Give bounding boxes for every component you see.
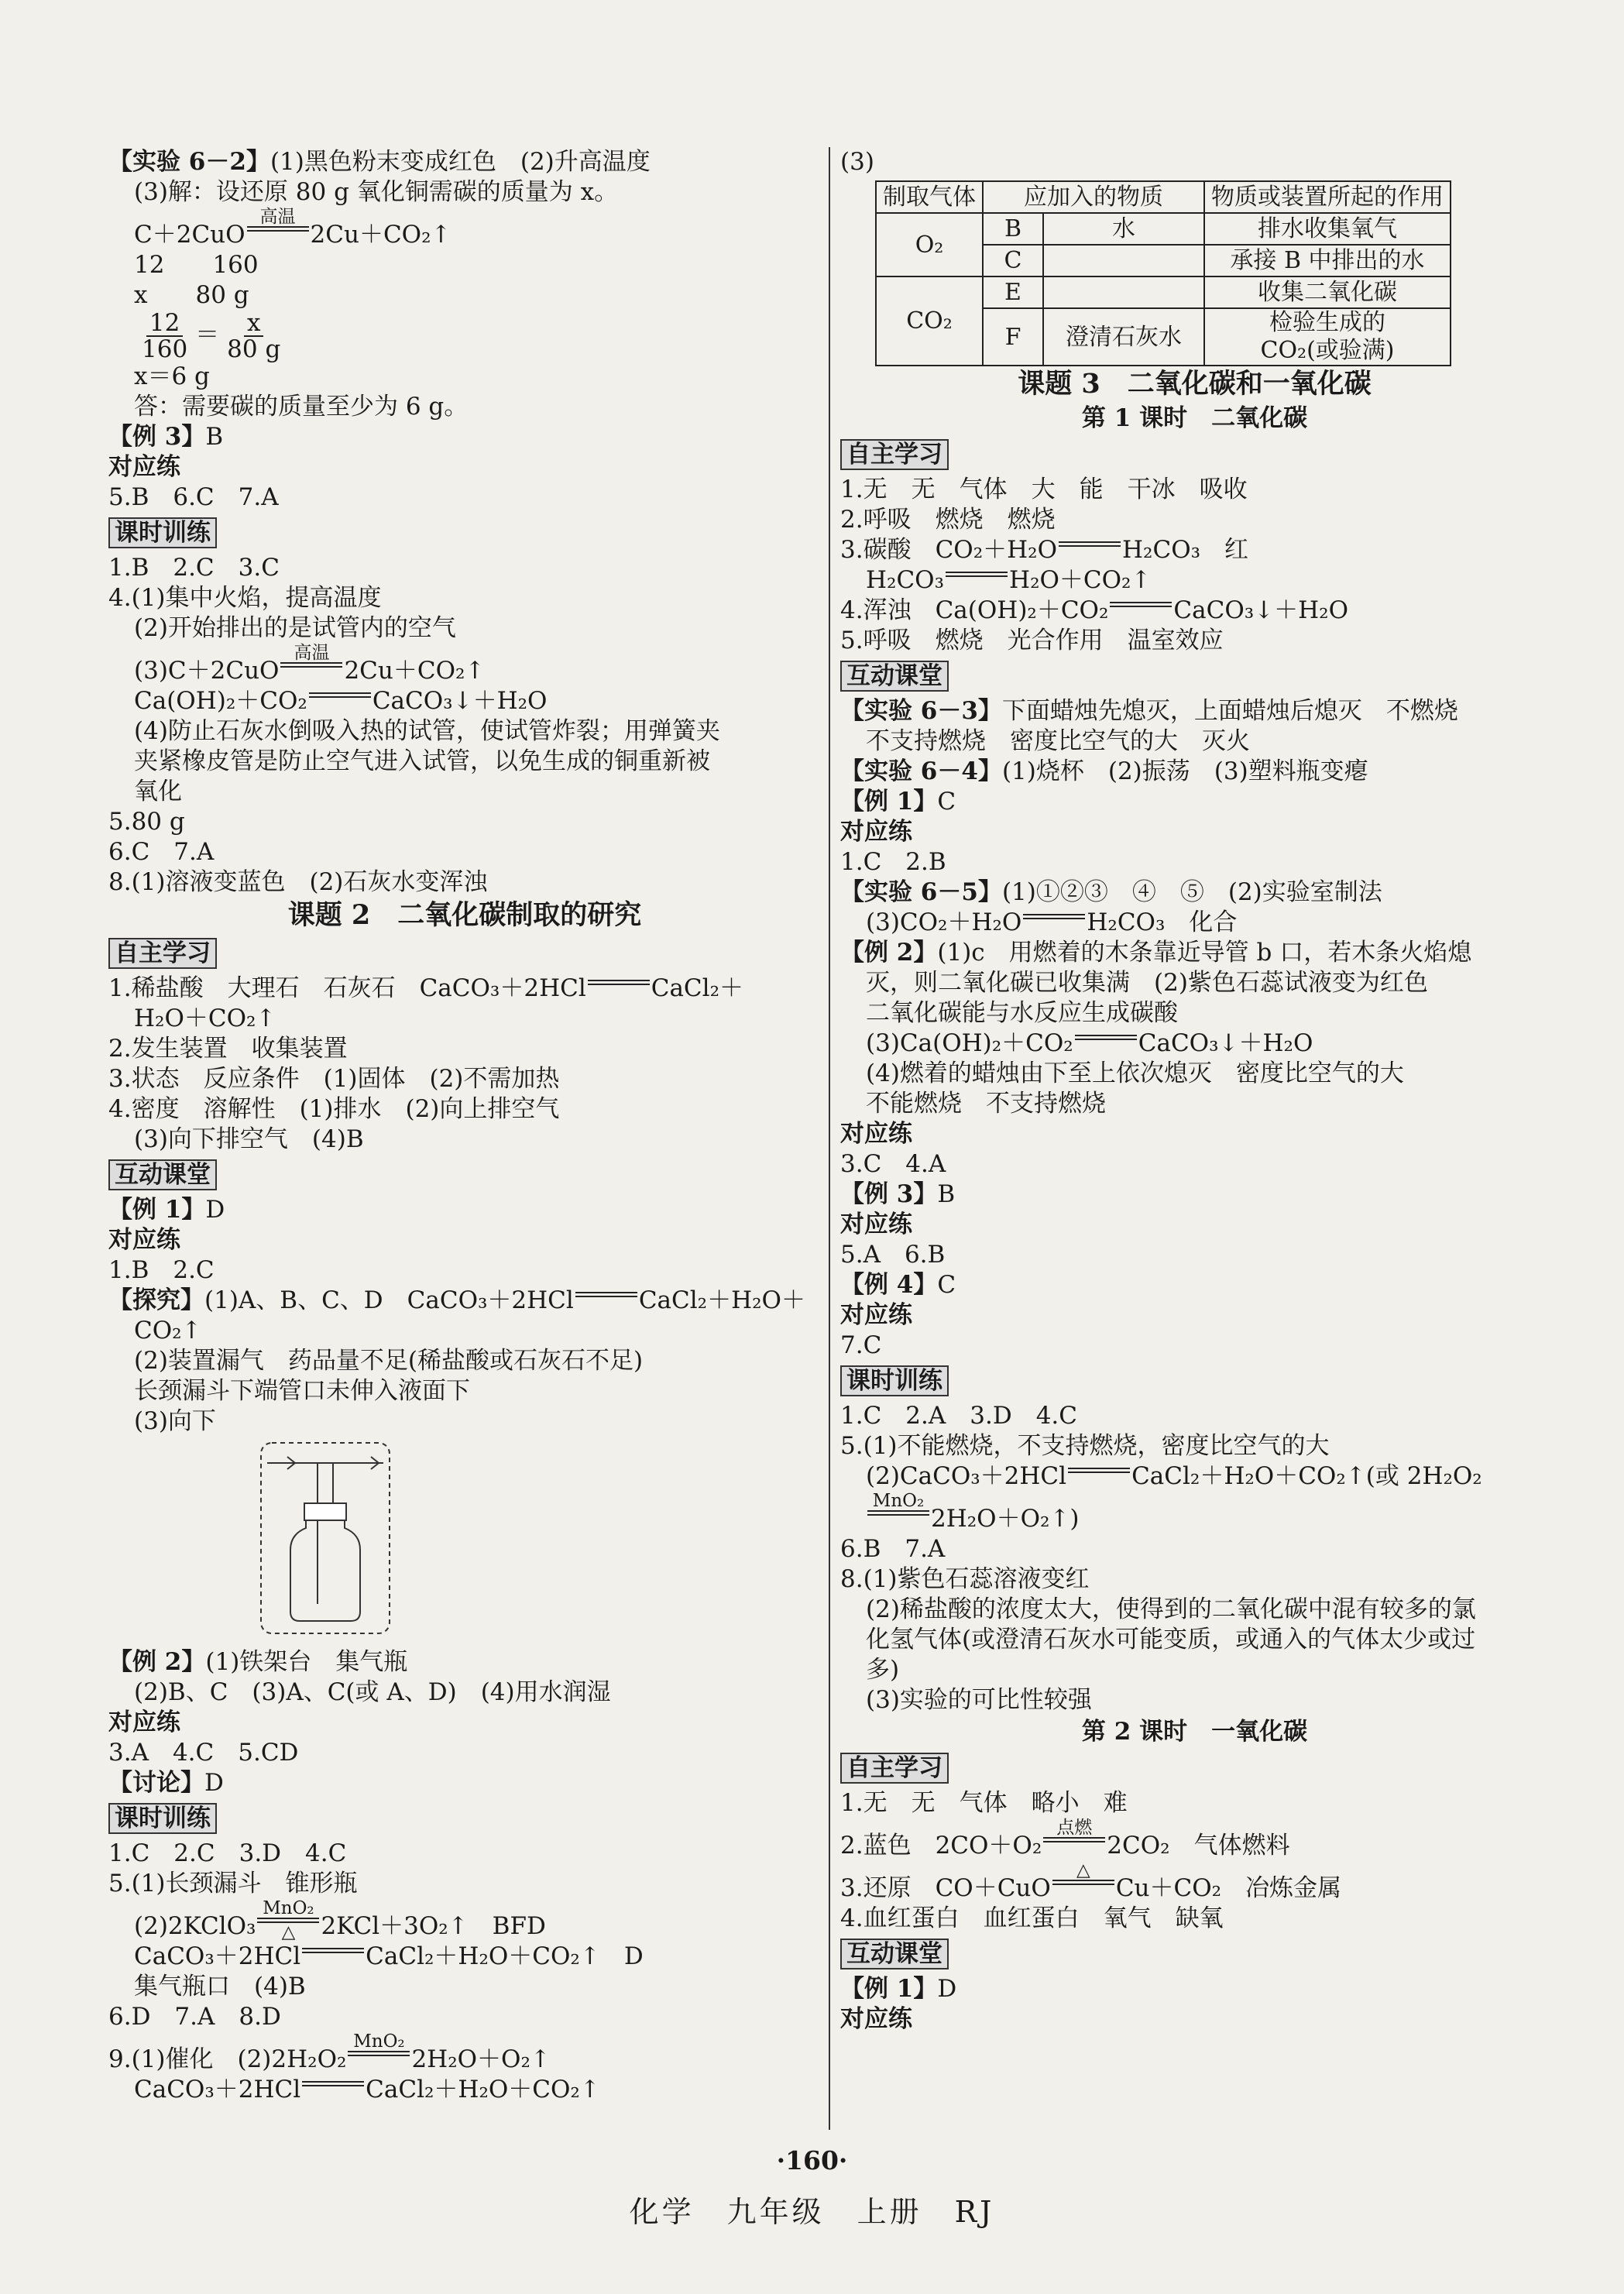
self-study-1b: H₂O＋CO₂↑ [134, 1004, 276, 1032]
example-3: 【例 3】B [108, 423, 224, 451]
equation-6: 9.(1)催化 (2)2H₂O₂ MnO₂ 2H₂O＋O₂↑ [108, 2031, 551, 2073]
r-training-8e: (3)实验的可比性较强 [866, 1686, 1092, 1714]
training2-6: 6.D 7.A 8.D [108, 2003, 281, 2031]
training-4b: (2)开始排出的是试管内的空气 [134, 614, 456, 642]
self-study-4: 4.密度 溶解性 (1)排水 (2)向上排空气 [108, 1095, 560, 1123]
r-example-2: 【例 2】(1)c 用燃着的木条靠近导管 b 口，若木条火焰熄 [840, 939, 1472, 967]
table-cell: 澄清石灰水 [1043, 308, 1204, 366]
r-example-1: 【例 1】C [840, 788, 956, 816]
training-8: 8.(1)溶液变蓝色 (2)石灰水变浑浊 [108, 868, 488, 896]
practice-answers-2: 1.B 2.C [108, 1256, 215, 1284]
section-tag-training-2: 课时训练 [108, 1803, 217, 1834]
answer-line: 答：需要碳的质量至少为 6 g。 [134, 393, 469, 421]
page-footer [0, 2145, 1624, 2230]
r2-self-3: 3.还原 CO＋CuO △ Cu＋CO₂ 冶炼金属 [840, 1860, 1342, 1902]
table-cell: 收集二氧化碳 [1204, 276, 1451, 308]
exp-6-5: 【实验 6－5】(1)①②③ ④ ⑤ (2)实验室制法 [840, 878, 1382, 906]
self-study-2: 2.发生装置 收集装置 [108, 1035, 348, 1063]
r-example-2d: (4)燃着的蜡烛由下至上依次熄灭 密度比空气的大 [866, 1059, 1404, 1087]
x-value: x＝6 g [134, 362, 210, 390]
r-self-4: 4.浑浊 Ca(OH)₂＋CO₂ CaCO₃↓＋H₂O [840, 596, 1349, 624]
r-example-3: 【例 3】B [840, 1180, 956, 1208]
practice-heading-3: 对应练 [108, 1708, 180, 1736]
r-example-2-eq: (3)Ca(OH)₂＋CO₂ CaCO₃↓＋H₂O [866, 1029, 1313, 1057]
r-training-5-eq2: MnO₂ 2H₂O＋O₂↑) [840, 1492, 1549, 1534]
equation-1: C＋2CuO 高温 2Cu＋CO₂↑ [134, 207, 451, 249]
r-training-1: 1.C 2.A 3.D 4.C [840, 1402, 1077, 1430]
r-example-4: 【例 4】C [840, 1271, 956, 1299]
fraction-b: $\frac{x}{80 g}$ [227, 309, 281, 363]
section-tag-interactive-r2: 互动课堂 [840, 1939, 949, 1969]
section-tag-training-r: 课时训练 [840, 1365, 949, 1396]
r-self-2: 2.呼吸 燃烧 燃烧 [840, 506, 1056, 534]
r-practice-heading-2: 对应练 [840, 1120, 912, 1148]
example-1: 【例 1】D [108, 1196, 225, 1224]
practice-answers-3: 3.A 4.C 5.CD [108, 1739, 299, 1767]
r-practice-heading-4: 对应练 [840, 1301, 912, 1329]
r-example-2e: 不能燃烧 不支持燃烧 [866, 1090, 1106, 1118]
r-training-5: 5.(1)不能燃烧，不支持燃烧，密度比空气的大 [840, 1432, 1330, 1460]
table-cell: F [983, 308, 1043, 366]
self-study-4b: (3)向下排空气 (4)B [134, 1125, 364, 1153]
r-example-2b: 灭，则二氧化碳已收集满 (2)紫色石蕊试液变为红色 [866, 969, 1428, 997]
gas-table [875, 180, 1451, 366]
r2-practice-heading: 对应练 [840, 2005, 912, 2033]
r-training-8: 8.(1)紫色石蕊溶液变红 [840, 1565, 1090, 1593]
ratio-line-2: x 80 g [134, 281, 249, 309]
r-practice-1: 1.C 2.B [840, 848, 946, 876]
gas-bottle-diagram [259, 1441, 391, 1635]
r2-example-1: 【例 1】D [840, 1975, 957, 2003]
r-example-2c: 二氧化碳能与水反应生成碳酸 [866, 999, 1178, 1027]
r-self-3b: H₂CO₃ H₂O＋CO₂↑ [866, 566, 1152, 594]
section-tag-interactive-r: 互动课堂 [840, 661, 949, 692]
training-4d-1: (4)防止石灰水倒吸入热的试管，使试管炸裂；用弹簧夹 [134, 717, 720, 745]
explore-2: CO₂↑ [134, 1317, 202, 1344]
exp-6-5-eq: (3)CO₂＋H₂O H₂CO₃ 化合 [866, 908, 1238, 936]
fraction-a: $\frac{12}{160}$ [142, 309, 188, 363]
r-training-8c: 化氢气体(或澄清石灰水可能变质，或通入的气体太少或过 [866, 1626, 1476, 1654]
table-cell [1043, 276, 1204, 308]
section-tag-training: 课时训练 [108, 517, 217, 548]
equation-5: CaCO₃＋2HCl CaCl₂＋H₂O＋CO₂↑ D [134, 1942, 644, 1970]
explore: 【探究】 (1)A、B、C、D CaCO₃＋2HCl CaCl₂＋H₂O＋ [108, 1286, 805, 1314]
book-subtitle: 化学 九年级 上册 RJ [629, 2195, 995, 2229]
training-1: 1.B 2.C 3.C [108, 554, 280, 582]
example-2b: (2)B、C (3)A、C(或 A、D) (4)用水润湿 [134, 1678, 611, 1706]
table-header: 制取气体 [876, 181, 983, 213]
period-1-title: 第 1 课时 二氧化碳 [1081, 404, 1308, 432]
ratio-line-1: 12 160 [134, 251, 259, 279]
r-training-8d: 多) [866, 1656, 900, 1684]
r-practice-3: 5.A 6.B [840, 1241, 946, 1269]
table-cell: 检验生成的 CO₂(或验满) [1204, 308, 1451, 366]
practice-heading-2: 对应练 [108, 1226, 180, 1254]
practice-answers: 5.B 6.C 7.A [108, 483, 279, 511]
r-practice-2: 3.C 4.A [840, 1150, 946, 1178]
training2-1: 1.C 2.C 3.D 4.C [108, 1839, 347, 1867]
r2-self-4: 4.血红蛋白 血红蛋白 氧气 缺氧 [840, 1904, 1224, 1932]
explore-4: 长颈漏斗下端管口未伸入液面下 [134, 1377, 470, 1405]
r-training-6: 6.B 7.A [840, 1535, 946, 1563]
exp-6-4: 【实验 6－4】(1)烧杯 (2)振荡 (3)塑料瓶变瘪 [840, 757, 1368, 785]
table-cell: B [983, 213, 1043, 245]
table-cell: CO₂ [876, 276, 983, 366]
training2-5: 5.(1)长颈漏斗 锥形瓶 [108, 1870, 358, 1897]
explore-3: (2)装置漏气 药品量不足(稀盐酸或石灰石不足) [134, 1347, 644, 1375]
table-header: 应加入的物质 [983, 181, 1204, 213]
reaction-condition: 高温 [247, 208, 309, 250]
exp-6-2: 【实验 6－2】(1)黑色粉末变成红色 (2)升高温度 [108, 148, 651, 176]
table-cell: 排水收集氧气 [1204, 213, 1451, 245]
table-cell [1043, 245, 1204, 276]
page-number: ·160· [776, 2145, 848, 2176]
training-4a: 4.(1)集中火焰，提高温度 [108, 584, 382, 612]
section-tag-interactive: 互动课堂 [108, 1159, 217, 1190]
training-6: 6.C 7.A [108, 838, 215, 866]
self-study-3: 3.状态 反应条件 (1)固体 (2)不需加热 [108, 1065, 560, 1093]
training-4d-2: 夹紧橡皮管是防止空气进入试管，以免生成的铜重新被 [134, 747, 710, 775]
r-practice-heading-3: 对应练 [840, 1211, 912, 1238]
r-self-3: 3.碳酸 CO₂＋H₂O H₂CO₃ 红 [840, 536, 1249, 564]
equation-4: (2)2KClO₃ MnO₂ △ 2KCl＋3O₂↑ BFD [134, 1898, 546, 1942]
period-2-title: 第 2 课时 一氧化碳 [1081, 1718, 1308, 1746]
table-header: 物质或装置所起的作用 [1204, 181, 1451, 213]
table-cell: 承接 B 中排出的水 [1204, 245, 1451, 276]
r-practice-heading: 对应练 [840, 818, 912, 846]
training2-5c: 集气瓶口 (4)B [134, 1973, 306, 2000]
lesson-3-title: 课题 3 二氧化碳和一氧化碳 [1018, 368, 1372, 400]
proportion: $\frac{12}{160}$ ＝ $\frac{x}{80 g}$ [108, 311, 821, 362]
section-tag-self-study-r2: 自主学习 [840, 1753, 949, 1784]
section-tag-self-study: 自主学习 [108, 938, 217, 969]
r-self-5: 5.呼吸 燃烧 光合作用 温室效应 [840, 627, 1224, 654]
example-2: 【例 2】(1)铁架台 集气瓶 [108, 1648, 408, 1676]
section-tag-self-study-r: 自主学习 [840, 439, 949, 470]
self-study-1: 1.稀盐酸 大理石 石灰石 CaCO₃＋2HCl CaCl₂＋ [108, 974, 743, 1002]
r-training-8b: (2)稀盐酸的浓度太大，使得到的二氧化碳中混有较多的氯 [866, 1595, 1476, 1623]
question-3: (3) [840, 148, 874, 176]
table-cell: O₂ [876, 213, 983, 276]
practice-heading: 对应练 [108, 453, 180, 481]
r-self-1: 1.无 无 气体 大 能 干冰 吸收 [840, 476, 1248, 503]
r-training-5-eq: (2)CaCO₃＋2HCl CaCl₂＋H₂O＋CO₂↑(或 2H₂O₂ [866, 1462, 1482, 1490]
discussion: 【讨论】D [108, 1769, 224, 1797]
table-cell: C [983, 245, 1043, 276]
equation-3: Ca(OH)₂＋CO₂ CaCO₃↓＋H₂O [134, 687, 548, 715]
column-divider [829, 147, 830, 2130]
training-5: 5.80 g [108, 808, 185, 836]
table-cell: E [983, 276, 1043, 308]
equation-7: CaCO₃＋2HCl CaCl₂＋H₂O＋CO₂↑ [134, 2076, 600, 2103]
lesson-2-title: 课题 2 二氧化碳制取的研究 [287, 899, 642, 931]
equation-2: (3)C＋2CuO 高温 2Cu＋CO₂↑ [134, 643, 486, 685]
r2-self-1: 1.无 无 气体 略小 难 [840, 1789, 1128, 1817]
solve-line: (3)解：设还原 80 g 氧化铜需碳的质量为 x。 [134, 178, 619, 206]
left-column [108, 147, 821, 2105]
table-cell: 水 [1043, 213, 1204, 245]
explore-5: (3)向下 [134, 1407, 216, 1435]
r-practice-4: 7.C [840, 1331, 882, 1359]
training-4d-3: 氧化 [134, 778, 182, 805]
exp-6-3: 【实验 6－3】下面蜡烛先熄灭，上面蜡烛后熄灭 不燃烧 [840, 697, 1458, 725]
right-column [840, 147, 1549, 2035]
exp-6-3b: 不支持燃烧 密度比空气的大 灭火 [866, 727, 1250, 755]
r2-self-2: 2.蓝色 2CO＋O₂ 点燃 2CO₂ 气体燃料 [840, 1818, 1290, 1860]
